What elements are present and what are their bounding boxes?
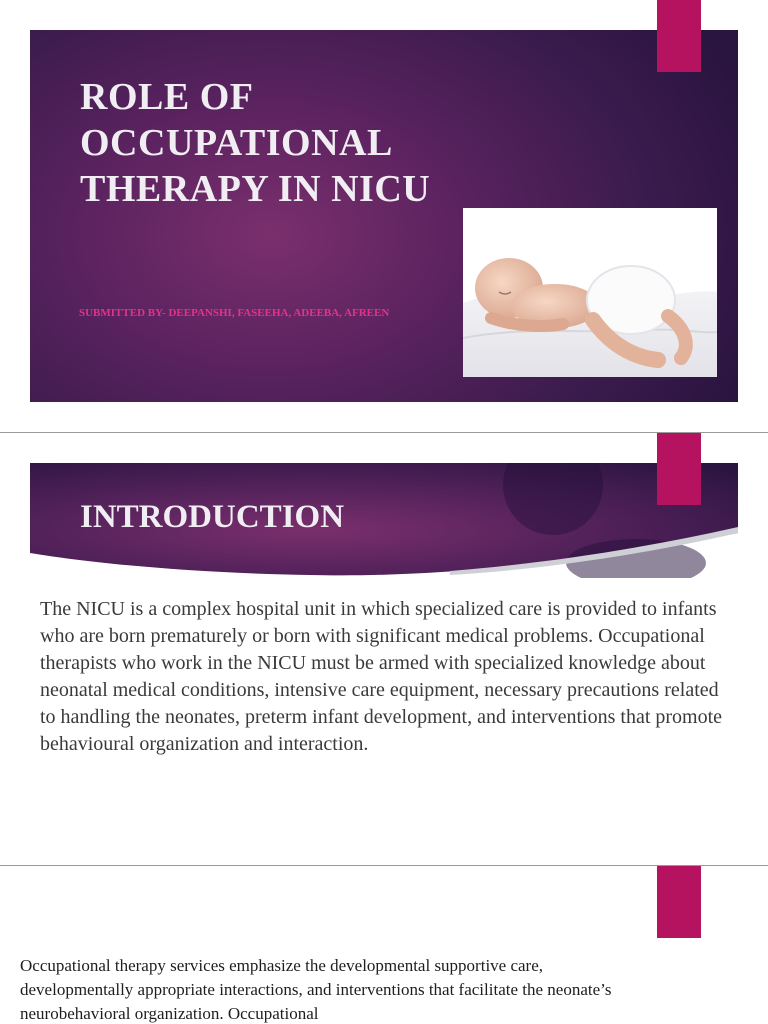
accent-bar <box>657 866 701 938</box>
intro-paragraph: The NICU is a complex hospital unit in which specialized care is provided to infants who are born prematurely or born with significant medical problems. Occupational therapists who work in the NICU must be armed with specialized knowledge about neonatal medical conditions, intensive care equipment, necessary precautions related to handling the neonates, preterm infant development, and interventions that promote behavioural organization and interaction. <box>40 598 723 755</box>
ot-services-paragraph: Occupational therapy services emphasize the developmental supportive care, developmentally appropriate interactions, and interventions that facilitate the neonate’s neurobehavioral organization. Occupational <box>20 956 612 1023</box>
accent-bar <box>657 433 701 505</box>
infant-illustration <box>463 208 717 377</box>
sleeping-infant-photo <box>463 208 717 377</box>
submitted-by-text: SUBMITTED BY- DEEPANSHI, FASEEHA, ADEEBA, AFREEN <box>79 307 390 319</box>
slide-title <box>0 0 768 432</box>
slide-introduction <box>0 433 768 865</box>
slide-ot-services <box>0 866 768 1024</box>
slide-heading: ROLE OF OCCUPATIONAL THERAPY IN NICU <box>80 76 431 210</box>
accent-bar <box>657 0 701 72</box>
slide-heading: INTRODUCTION <box>80 499 345 535</box>
